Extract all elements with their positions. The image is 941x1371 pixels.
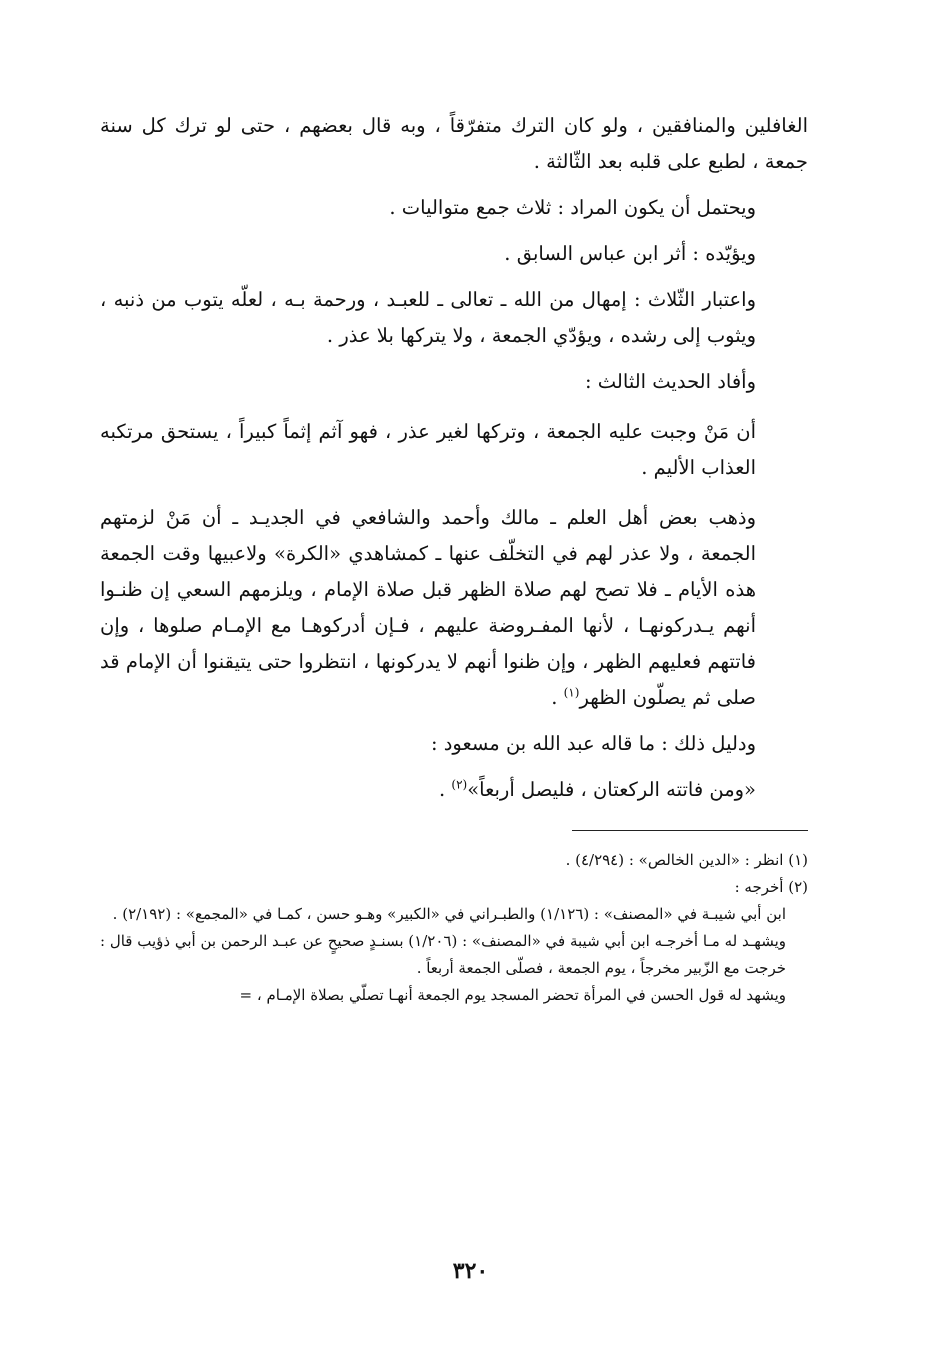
page-content bbox=[100, 108, 808, 1348]
footnote-divider bbox=[572, 830, 808, 831]
paragraph-three-considerations: واعتبار الثّلاث : إمهال من الله ـ تعالى ـ للعبـد ، ورحمة بـه ، لعلّه يتوب من ذنبه ، ويثوب إلى رشده ، ويؤدّي الجمعة ، ولا يتركها بلا عذر . bbox=[100, 288, 756, 347]
footnote-ref-1: (١) bbox=[563, 685, 580, 700]
paragraph-scholars-opinion-text: وذهب بعض أهل العلم ـ مالك وأحمد والشافعي في الجديـد ـ أن مَنْ لزمتهم الجمعة ، ولا عذر لهم في التخلّف عنها ـ كمشاهدي «الكرة» ولاعبيها وقت الجمعة هذه الأيام ـ فلا تصح لهم صلاة الظهر قبل صلاة الإمام ، ويلزمهم السعي إن ظنـوا أنهم يـدركونهـا ، لأنها المفـروضة عليهم ، فـإن أدركوهـا مع الإمـام صلوها ، وإن فاتتهم فعليهم الظهر ، وإن ظنوا أنهم لا يدركونها ، انتظروا حتى يتيقنوا أن الإمام قد صلى ثم يصلّون الظهر bbox=[100, 506, 756, 709]
footnote-1: (١) انظر : «الدين الخالص» : (٤/٢٩٤) . bbox=[565, 851, 808, 869]
paragraph-obligation: أن مَنْ وجبت عليه الجمعة ، وتركها لغير عذر ، فهو آثم إثماً كبيراً ، يستحق مرتكبه العذاب الأليم . bbox=[100, 420, 756, 479]
page-number: ٣٢٠ bbox=[452, 1258, 489, 1284]
paragraph-quote bbox=[100, 772, 808, 808]
paragraph-scholars-opinion bbox=[100, 500, 808, 716]
footnote-2-witness-hasan: ويشهد له قول الحسن في المرأة تحضر المسجد يوم الجمعة أنهـا تصلّي بصلاة الإمـام ، = bbox=[239, 986, 786, 1004]
paragraph-continuation: الغافلين والمنافقين ، ولو كان الترك متفرّقاً ، وبه قال بعضهم ، حتى لو ترك كل سنة جمعة ، لطبع على قلبه بعد الثّالثة . bbox=[100, 114, 808, 173]
paragraph-support: ويؤيّده : أثر ابن عباس السابق . bbox=[504, 242, 756, 265]
footnote-ref-2: (٢) bbox=[451, 777, 468, 792]
paragraph-third-hadith-heading: وأفاد الحديث الثالث : bbox=[585, 370, 756, 393]
footnote-2-witness: ويشهـد له مـا أخرجـه ابن أبي شيبة في «المصنف» : (١/٢٠٦) بسنـدٍ صحيحٍ عن عبـد الرحمن بن أبي ذؤيب قال : خرجت مع الزّبير مخرجاً ، يوم الجمعة ، فصلّى الجمعة أربعاً . bbox=[100, 932, 786, 977]
paragraph-evidence: ودليل ذلك : ما قاله عبد الله بن مسعود : bbox=[430, 732, 756, 755]
footnote-2: (٢) أخرجه : bbox=[734, 878, 808, 896]
paragraph-possibility: ويحتمل أن يكون المراد : ثلاث جمع متواليات . bbox=[389, 196, 756, 219]
quote-text: «ومن فاتته الركعتان ، فليصل أربعاً» bbox=[467, 778, 756, 801]
quote-end: . bbox=[438, 778, 452, 801]
paragraph-scholars-opinion-end: . bbox=[551, 686, 564, 709]
footnote-2-source: ابن أبي شيبـة في «المصنف» : (١/١٢٦) والطبـراني في «الكبير» وهـو حسن ، كمـا في «المجمع» : (٢/١٩٢) . bbox=[112, 905, 786, 923]
